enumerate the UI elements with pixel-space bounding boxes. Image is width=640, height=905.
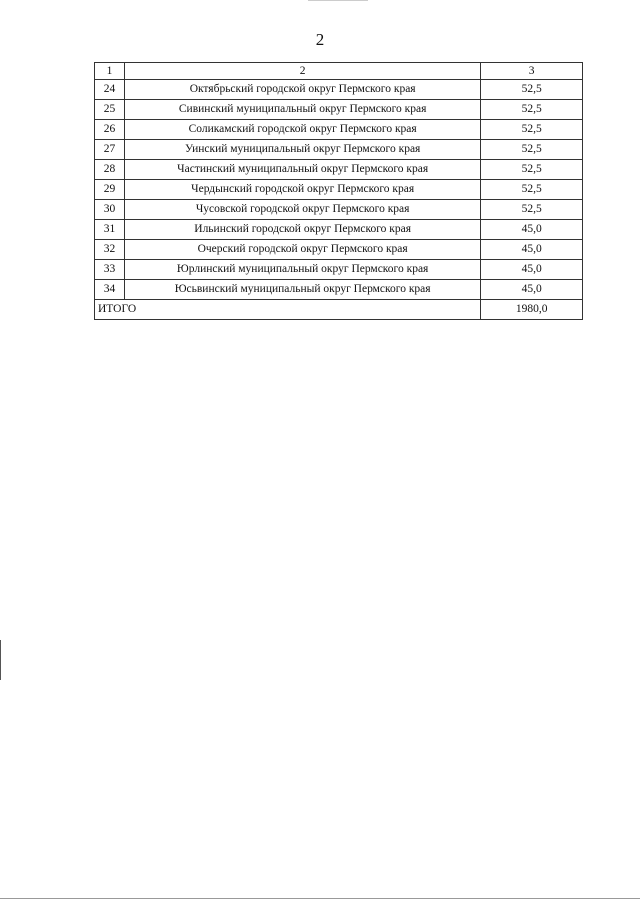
table-body — [95, 63, 583, 320]
table-row — [95, 200, 583, 220]
municipality-name-cell: Сивинский муниципальный округ Пермского края — [124, 100, 480, 120]
table-row — [95, 280, 583, 300]
row-number-cell: 24 — [95, 80, 125, 100]
table-row — [95, 180, 583, 200]
row-number-cell: 31 — [95, 220, 125, 240]
scan-edge-mark-bottom — [0, 898, 640, 899]
municipality-name-cell: Юрлинский муниципальный округ Пермского края — [124, 260, 480, 280]
row-number-cell: 34 — [95, 280, 125, 300]
table-row — [95, 80, 583, 100]
scan-edge-mark-top — [308, 0, 368, 1]
value-cell: 52,5 — [481, 140, 583, 160]
municipality-name-cell: Юсьвинский муниципальный округ Пермского края — [124, 280, 480, 300]
value-cell: 52,5 — [481, 160, 583, 180]
page-number: 2 — [315, 30, 325, 49]
municipality-name-cell: Уинский муниципальный округ Пермского края — [124, 140, 480, 160]
allocation-table — [94, 62, 583, 320]
column-header-1: 1 — [95, 63, 125, 80]
value-cell: 45,0 — [481, 220, 583, 240]
row-number-cell: 30 — [95, 200, 125, 220]
total-value-cell: 1980,0 — [481, 300, 583, 320]
row-number-cell: 27 — [95, 140, 125, 160]
table-row — [95, 160, 583, 180]
value-cell: 52,5 — [481, 200, 583, 220]
table-row — [95, 220, 583, 240]
value-cell: 45,0 — [481, 280, 583, 300]
scan-edge-mark-left — [0, 640, 1, 680]
table-row — [95, 140, 583, 160]
table-row — [95, 260, 583, 280]
total-label-cell: ИТОГО — [95, 300, 481, 320]
table-row — [95, 120, 583, 140]
row-number-cell: 28 — [95, 160, 125, 180]
value-cell: 52,5 — [481, 120, 583, 140]
value-cell: 52,5 — [481, 180, 583, 200]
municipality-name-cell: Чердынский городской округ Пермского края — [124, 180, 480, 200]
municipality-name-cell: Октябрьский городской округ Пермского края — [124, 80, 480, 100]
value-cell: 52,5 — [481, 100, 583, 120]
value-cell: 45,0 — [481, 240, 583, 260]
municipality-name-cell: Ильинский городской округ Пермского края — [124, 220, 480, 240]
row-number-cell: 33 — [95, 260, 125, 280]
table-row — [95, 100, 583, 120]
table-row — [95, 240, 583, 260]
column-header-3: 3 — [481, 63, 583, 80]
row-number-cell: 32 — [95, 240, 125, 260]
value-cell: 52,5 — [481, 80, 583, 100]
table-header-row — [95, 63, 583, 80]
column-header-2: 2 — [124, 63, 480, 80]
municipality-name-cell: Частинский муниципальный округ Пермского края — [124, 160, 480, 180]
value-cell: 45,0 — [481, 260, 583, 280]
municipality-name-cell: Очерский городской округ Пермского края — [124, 240, 480, 260]
municipality-name-cell: Соликамский городской округ Пермского края — [124, 120, 480, 140]
municipality-name-cell: Чусовской городской округ Пермского края — [124, 200, 480, 220]
row-number-cell: 26 — [95, 120, 125, 140]
row-number-cell: 25 — [95, 100, 125, 120]
row-number-cell: 29 — [95, 180, 125, 200]
table-total-row — [95, 300, 583, 320]
